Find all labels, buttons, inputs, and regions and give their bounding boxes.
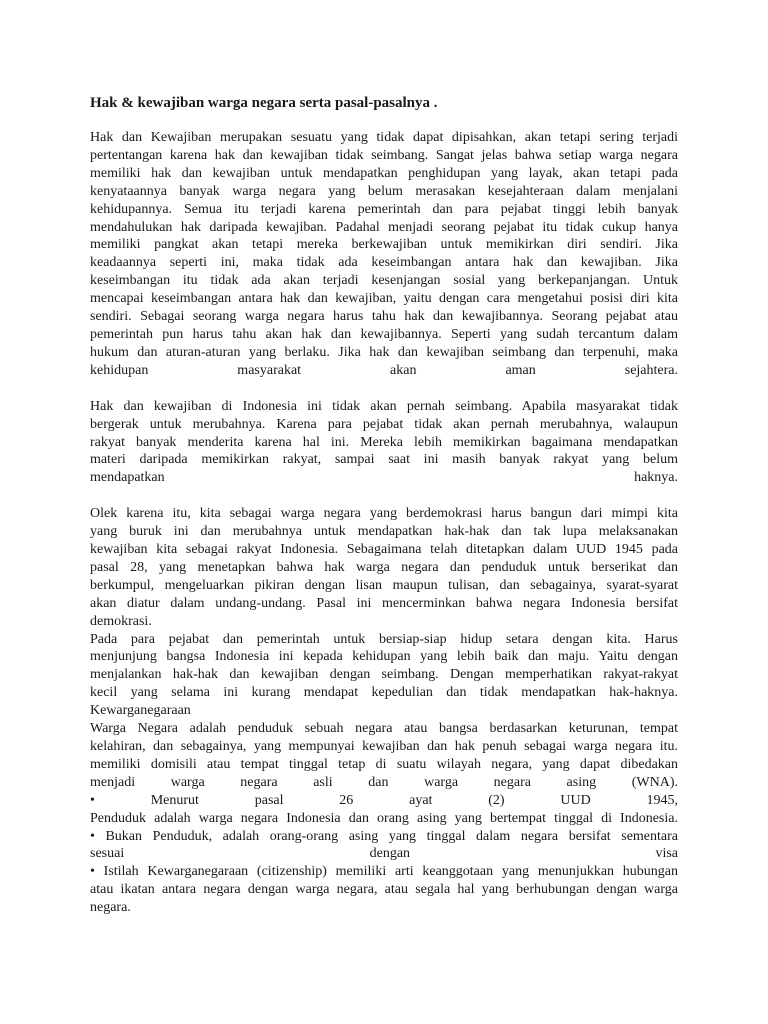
text-line: sendiri. Sebagai seorang warga negara harus tahu hak dan kewajibannya. Seorang pejabat atau (90, 309, 678, 325)
text-line: keadaannya seperti ini, maka tidak ada keseimbangan antara hak dan kewajiban. Jika (90, 255, 678, 271)
text-line: akan diatur dalam undang-undang. Pasal ini mencerminkan bahwa negara Indonesia bersifat (90, 595, 678, 611)
text-line: pemerintah pun harus tahu akan hak dan kewajibannya. Seperti yang sudah tercantum dalam (90, 326, 678, 342)
text-line: memiliki domisili atau tempat tinggal tetap di suatu wilayah negara, yang dapat dibedakan (90, 756, 678, 772)
paragraph-gap (90, 487, 678, 505)
text-line: • Istilah Kewarganegaraan (citizenship) memiliki arti keanggotaan yang menunjukkan hubungan (90, 864, 678, 880)
text-line: kehidupannya. Semua itu terjadi karena pemerintah dan para pejabat tinggi lebih banyak (90, 201, 678, 217)
text-line: keseimbangan itu tidak ada akan terjadi kesenjangan sosial yang berkepanjangan. Untuk (90, 273, 678, 289)
text-line: Hak dan Kewajiban merupakan sesuatu yang tidak dapat dipisahkan, akan tetapi sering terjadi (90, 130, 678, 145)
text-line: • Menurut pasal 26 ayat (2) UUD 1945, (90, 792, 678, 808)
text-line: mendapatkan haknya. (90, 470, 678, 486)
text-line: mendahulukan hak daripada kewajiban. Padahal menjadi seorang pejabat itu tidak cukup hanya (90, 219, 678, 235)
text-line: demokrasi. (90, 613, 152, 629)
document-body (90, 129, 678, 917)
text-line: menjalankan hak-hak dan kewajiban dengan seimbang. Dengan memperhatikan rakyat-rakyat (90, 667, 678, 683)
text-line: Warga Negara adalah penduduk sebuah negara atau bangsa berdasarkan keturunan, tempat (90, 721, 678, 737)
text-line: • Bukan Penduduk, adalah orang-orang asing yang tinggal dalam negara bersifat sementara (90, 828, 678, 844)
text-line: memiliki pangkat akan tetapi mereka berkewajiban untuk memikirkan diri sendiri. Jika (90, 237, 678, 253)
text-line: bergerak untuk merubahnya. Karena para pejabat tidak akan pernah merubahnya, walaupun (90, 416, 678, 432)
text-line: Penduduk adalah warga negara Indonesia dan orang asing yang bertempat tinggal di Indonesia. (90, 810, 678, 826)
text-line: kehidupan masyarakat akan aman sejahtera. (90, 362, 678, 378)
text-line: menjadi warga negara asli dan warga negara asing (WNA). (90, 774, 678, 790)
paragraph (90, 505, 678, 630)
text-line: kelahiran, dan sebagainya, yang mempunyai kewajiban dan hak penuh sebagai warga negara itu. (90, 739, 678, 754)
text-line: atau ikatan antara negara dengan warga negara, atau segala hal yang berhubungan dengan warga (90, 882, 678, 898)
text-line: berkumpul, mengeluarkan pikiran dengan lisan maupun tulisan, dan sebagainya, syarat-syarat (90, 577, 678, 593)
text-line: pertentangan karena hak dan kewajiban tidak seimbang. Sangat jelas bahwa setiap warga negara (90, 147, 678, 163)
text-line: Pada para pejabat dan pemerintah untuk bersiap-siap hidup setara dengan kita. Harus (90, 631, 678, 647)
text-line: kecil yang selama ini kurang mendapat kepedulian dan tidak mendapatkan hak-haknya. (90, 685, 678, 701)
paragraph (90, 720, 678, 917)
text-line: Kewarganegaraan (90, 703, 191, 719)
text-line: hukum dan aturan-aturan yang berlaku. Jika hak dan kewajiban seimbang dan terpenuhi, maka (90, 344, 678, 360)
text-line: memiliki hak dan kewajiban untuk mendapatkan penghidupan yang layak, akan tetapi pada (90, 165, 678, 181)
text-line: yang buruk ini dan merubahnya untuk mendapatkan hak-hak dan tak lupa melaksanakan (90, 524, 678, 540)
document-title: Hak & kewajiban warga negara serta pasal-pasalnya . (90, 95, 438, 111)
text-line: pasal 28, yang menetapkan bahwa hak warga negara dan penduduk untuk berserikat dan (90, 559, 678, 575)
text-line: Olek karena itu, kita sebagai warga negara yang berdemokrasi harus bangun dari mimpi kita (90, 506, 678, 522)
text-line: rakyat banyak menderita karena hal ini. Mereka lebih memikirkan bagaimana mendapatkan (90, 434, 678, 450)
paragraph (90, 129, 678, 380)
text-line: sesuai dengan visa (90, 846, 678, 862)
paragraph (90, 398, 678, 488)
text-line: kewajiban kita sebagai rakyat Indonesia. Sebagaimana telah ditetapkan dalam UUD 1945 pada (90, 542, 678, 558)
text-line: mencapai keseimbangan antara hak dan kewajiban, yaitu dengan cara mengetahui posisi diri kita (90, 291, 678, 307)
text-line: menjunjung bangsa Indonesia ini kepada kehidupan yang lebih baik dan maju. Yaitu dengan (90, 649, 678, 665)
text-line: negara. (90, 900, 131, 916)
paragraph-gap (90, 380, 678, 398)
text-line: Hak dan kewajiban di Indonesia ini tidak akan pernah seimbang. Apabila masyarakat tidak (90, 398, 678, 414)
paragraph (90, 631, 678, 721)
text-line: materi daripada memikirkan rakyat, sampai saat ini masih banyak rakyat yang belum (90, 452, 678, 468)
text-line: kenyataannya banyak warga negara yang belum merasakan kesejahteraan dalam menjalani (90, 183, 678, 199)
